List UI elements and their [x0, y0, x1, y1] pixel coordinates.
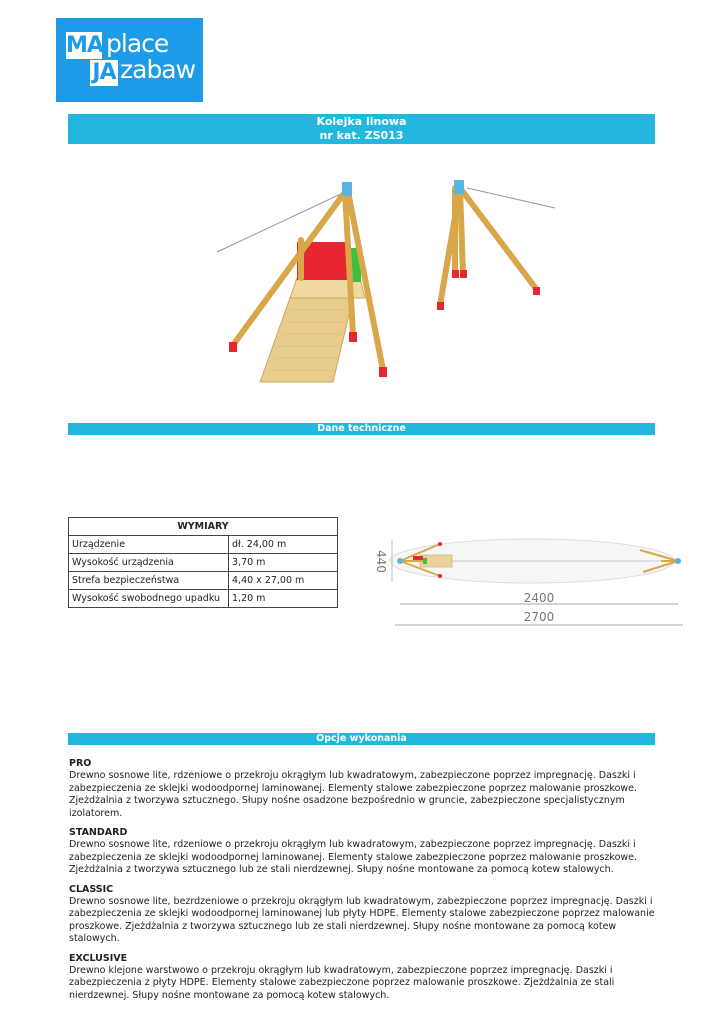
option-text: Drewno sosnowe lite, rdzeniowe o przekroju okrągłym lub kwadratowym, zabezpieczone poprzez impregnację. Daszki i zabezpieczenia ze sklejki wodoodpornej laminowanej. Elementy stalowe zabezpieczone poprzez malowanie proszkowe. Zjeżdżalnia z tworzywa sztucznego. Słupy nośne osadzone bezpośrednio w gruncie, zabezpieczone specjalistycznym izolatorem. [69, 770, 638, 819]
option-text: Drewno sosnowe lite, bezrdzeniowe o przekroju okrągłym lub kwadratowym, zabezpieczone poprzez impregnację. Daszki i zabezpieczenia ze sklejki wodoodpornej laminowanej lub płyty HDPE. Elementy stalowe zabezpieczone poprzez malowanie proszkowe. Zjeżdżalnia z tworzywa sztucznego lub ze stali nierdzewnej. Słupy nośne montowane za pomocą kotew stalowych. [69, 895, 655, 944]
plan-view-drawing [365, 528, 695, 630]
option-name: EXCLUSIVE [69, 952, 128, 964]
option-text: Drewno sosnowe lite, rdzeniowe o przekroju okrągłym lub kwadratowym, zabezpieczone poprzez impregnację. Daszki i zabezpieczenia ze sklejki wodoodpornej laminowanej. Elementy stalowe zabezpieczone poprzez malowanie proszkowe. Zjeżdżalnia z tworzywa sztucznego lub ze stali nierdzewnej. Słupy nośne montowane za pomocą kotew stalowych. [69, 839, 638, 875]
option-exclusive [69, 953, 659, 1003]
row-value: 4,40 x 27,00 m [229, 572, 338, 590]
catalog-number: nr kat. ZS013 [319, 129, 404, 142]
table-row [69, 572, 338, 590]
plan-width-label: 440 [374, 550, 388, 573]
logo-ma: MA [66, 33, 103, 58]
options-list [69, 758, 659, 1009]
option-name: STANDARD [69, 827, 128, 838]
logo-word-zabaw: zabaw [120, 55, 196, 84]
row-label: Wysokość swobodnego upadku [69, 590, 229, 608]
table-row [69, 590, 338, 608]
table-header-row [69, 518, 338, 536]
company-logo [56, 18, 203, 102]
row-label: Wysokość urządzenia [69, 554, 229, 572]
product-title-bar [68, 114, 655, 144]
logo-ja: JA [90, 60, 118, 86]
option-classic [69, 884, 659, 946]
product-name: Kolejka linowa [316, 115, 407, 128]
row-value: 1,20 m [229, 590, 338, 608]
table-row [69, 536, 338, 554]
plan-outer-length: 2700 [523, 610, 555, 624]
row-label: Urządzenie [69, 536, 229, 554]
dimensions-table [68, 517, 338, 608]
option-text: Drewno klejone warstwowo o przekroju okrągłym lub kwadratowym, zabezpieczone poprzez impregnację. Daszki i zabezpieczenia z płyty HDPE. Elementy stalowe zabezpieczone poprzez malowanie proszkowe. Zjeżdżalnia ze stali nierdzewnej. Słupy nośne montowane za pomocą kotew stalowych. [69, 964, 615, 1001]
plan-inner-length: 2400 [523, 591, 555, 605]
row-label: Strefa bezpieczeństwa [69, 572, 229, 590]
option-pro [69, 758, 659, 820]
product-illustration [205, 170, 560, 395]
options-bar: Opcje wykonania [68, 733, 655, 745]
table-header: WYMIARY [69, 518, 338, 536]
option-standard [69, 827, 659, 877]
logo-word-place: place [106, 29, 169, 58]
option-name: CLASSIC [69, 883, 114, 895]
row-value: dł. 24,00 m [229, 536, 338, 554]
row-value: 3,70 m [229, 554, 338, 572]
option-name: PRO [69, 758, 92, 769]
table-row [69, 554, 338, 572]
tech-data-bar: Dane techniczne [68, 423, 655, 435]
